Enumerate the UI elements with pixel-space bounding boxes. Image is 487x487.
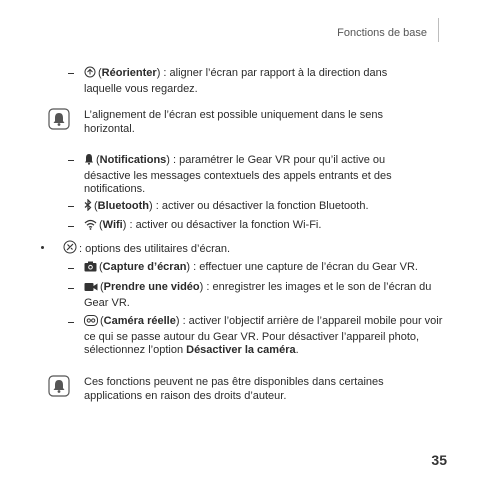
item-title: Wifi — [102, 219, 123, 231]
list-item-video: (Prendre une vidéo) : enregistrer les images et le son de l’écran du Gear VR. — [84, 281, 432, 309]
camera-icon — [84, 261, 97, 277]
page-number: 35 — [431, 452, 447, 468]
item-title: Caméra réelle — [103, 315, 176, 327]
page-header: Fonctions de base — [337, 27, 427, 39]
list-item-reorient: (Réorienter) : aligner l’écran par rapport à la direction dans laquelle vous regardez. — [84, 67, 388, 95]
dash-marker — [68, 206, 74, 207]
wifi-icon — [84, 219, 97, 235]
dash-marker — [68, 160, 74, 161]
item-title: Réorienter — [101, 67, 157, 79]
header-rule — [438, 18, 439, 42]
bullet-item-utilities: : options des utilitaires d’écran. — [63, 240, 423, 259]
option-name: Désactiver la caméra — [186, 344, 296, 357]
item-title: Prendre une vidéo — [103, 281, 200, 293]
passthrough-icon — [84, 315, 98, 331]
bullet-marker — [41, 246, 44, 249]
note-bell-icon — [48, 108, 70, 135]
list-item-capture: (Capture d’écran) : effectuer une capture de l’écran du Gear VR. — [84, 261, 444, 277]
utilities-icon — [63, 240, 77, 259]
item-title: Capture d’écran — [102, 261, 187, 273]
item-title: Notifications — [99, 154, 167, 166]
list-item-notifications: (Notifications) : paramétrer le Gear VR pour qu’il active ou désactive les messages contextuels des appels entrants et des notifications. — [84, 154, 392, 196]
list-item-bluetooth: (Bluetooth) : activer ou désactiver la fonction Bluetooth. — [84, 199, 424, 216]
video-icon — [84, 282, 98, 297]
bluetooth-icon — [84, 199, 92, 216]
dash-marker — [68, 73, 74, 74]
note-text: L’alignement de l’écran est possible uniquement dans le sens horizontal. — [84, 109, 384, 135]
dash-marker — [68, 322, 74, 323]
list-item-passthrough: (Caméra réelle) : activer l’objectif arrière de l’appareil mobile pour voir ce qui se passe autour du Gear VR. Pour désactiver l’appareil photo, sélectionnez l’option Désactiver la caméra. — [84, 315, 443, 357]
reorient-icon — [84, 66, 96, 83]
note-text: Ces fonctions peuvent ne pas être disponibles dans certaines applications en raison des droits d’auteur. — [84, 376, 384, 402]
dash-marker — [68, 268, 74, 269]
note-bell-icon — [48, 375, 70, 402]
bell-icon — [84, 153, 94, 170]
dash-marker — [68, 226, 74, 227]
dash-marker — [68, 288, 74, 289]
item-title: Bluetooth — [97, 200, 149, 212]
list-item-wifi: (Wifi) : activer ou désactiver la fonction Wi-Fi. — [84, 219, 424, 235]
